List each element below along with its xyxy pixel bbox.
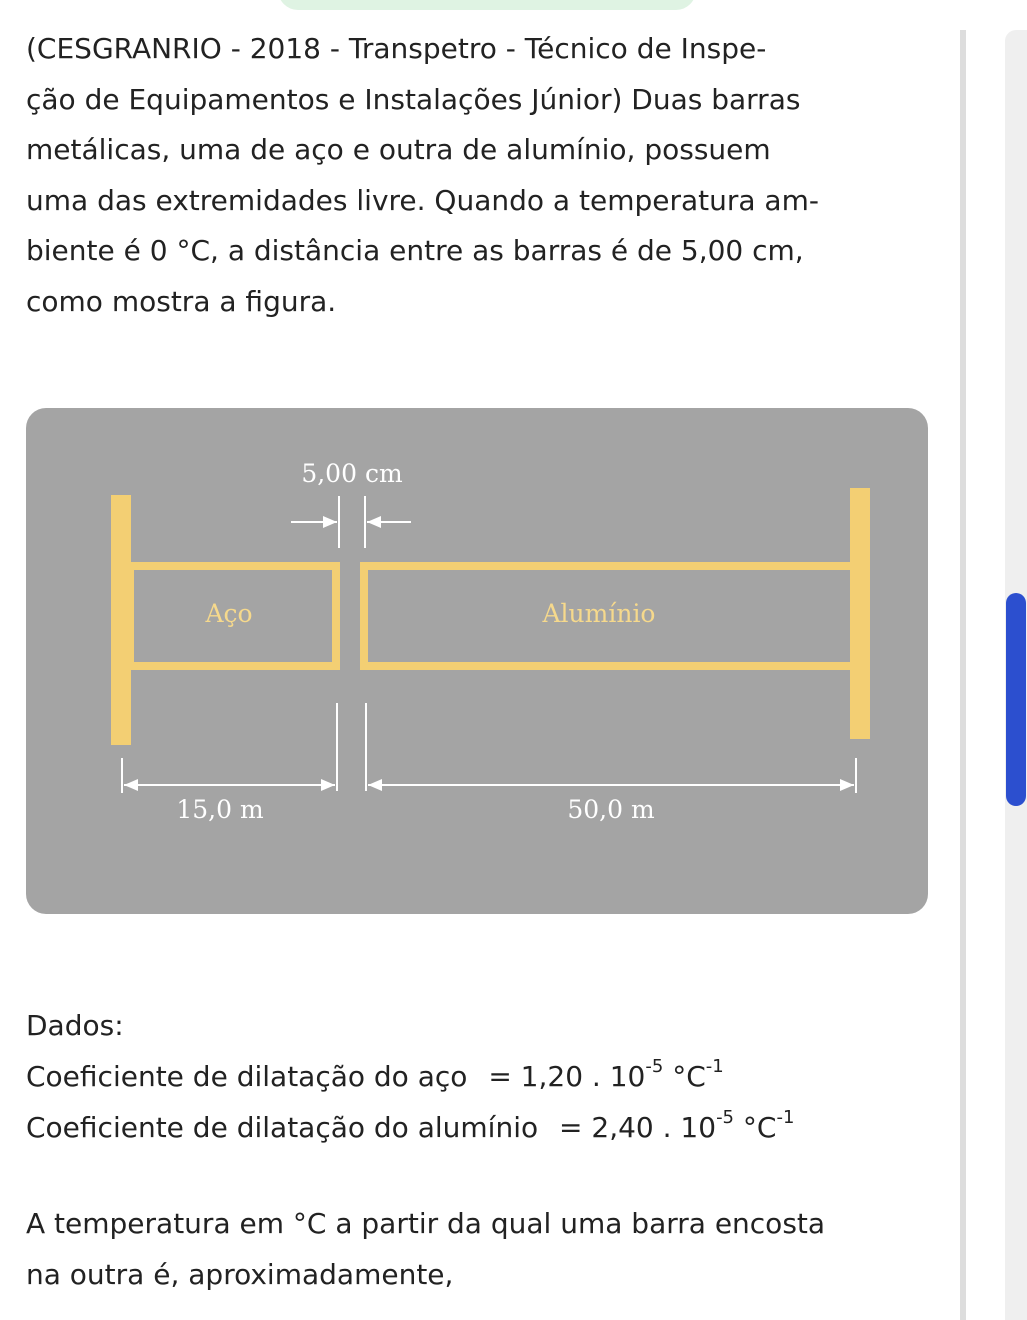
steel-value-exponent: -5: [645, 1056, 664, 1077]
prompt-line: A temperatura em °C a partir da qual uma barra encosta: [26, 1207, 826, 1240]
data-heading: Dados:: [26, 1009, 124, 1042]
aluminum-unit: °C: [734, 1111, 777, 1144]
aluminum-length-arrowhead-left: [368, 779, 382, 791]
content-divider: [960, 30, 966, 1320]
intro-line: (CESGRANRIO - 2018 - Transpetro - Técnico de Inspe-: [26, 32, 767, 65]
intro-line: metálicas, uma de aço e outra de alumínio, possuem: [26, 133, 771, 166]
aluminum-unit-exponent: -1: [776, 1107, 795, 1128]
bars-diagram: [26, 408, 928, 914]
aluminum-coefficient: [26, 1102, 926, 1153]
aluminum-coefficient-value: [559, 1102, 794, 1153]
steel-length-label: 15,0 m: [176, 795, 264, 824]
prompt-line: na outra é, aproximadamente,: [26, 1258, 454, 1291]
aluminum-coefficient-label: Coeficiente de dilatação do alumínio: [26, 1111, 539, 1144]
intro-line: como mostra a figura.: [26, 284, 337, 318]
intro-line: uma das extremidades livre. Quando a temperatura am-: [26, 183, 819, 217]
aluminum-label: Alumínio: [542, 599, 656, 628]
steel-unit: °C: [663, 1060, 706, 1093]
question-intro: [26, 24, 921, 327]
aluminum-value-exponent: -5: [716, 1107, 735, 1128]
aluminum-wall: [850, 488, 870, 739]
steel-value-base: = 1,20 . 10: [488, 1060, 646, 1093]
given-data: [26, 1000, 926, 1153]
scrollbar-thumb[interactable]: [1006, 593, 1026, 806]
gap-label: 5,00 cm: [301, 459, 403, 488]
aluminum-value-base: = 2,40 . 10: [559, 1111, 717, 1144]
gap-arrowhead-right: [367, 516, 381, 528]
steel-length-arrowhead-left: [124, 779, 138, 791]
top-tab-indicator: [278, 0, 696, 10]
steel-coefficient-value: [488, 1051, 723, 1102]
steel-coefficient: [26, 1051, 926, 1102]
bars-figure: [26, 408, 928, 914]
steel-unit-exponent: -1: [705, 1056, 724, 1077]
intro-line: ção de Equipamentos e Instalações Júnior) Duas barras: [26, 82, 801, 116]
intro-line: biente é 0 °C, a distância entre as barras é de 5,00 cm,: [26, 234, 804, 267]
steel-coefficient-label: Coeficiente de dilatação do aço: [26, 1060, 468, 1093]
aluminum-length-arrowhead-right: [840, 779, 854, 791]
aluminum-length-label: 50,0 m: [567, 795, 655, 824]
gap-arrowhead-left: [323, 516, 337, 528]
steel-label: Aço: [205, 599, 253, 628]
question-prompt: [26, 1198, 926, 1300]
steel-length-arrowhead-right: [321, 779, 335, 791]
